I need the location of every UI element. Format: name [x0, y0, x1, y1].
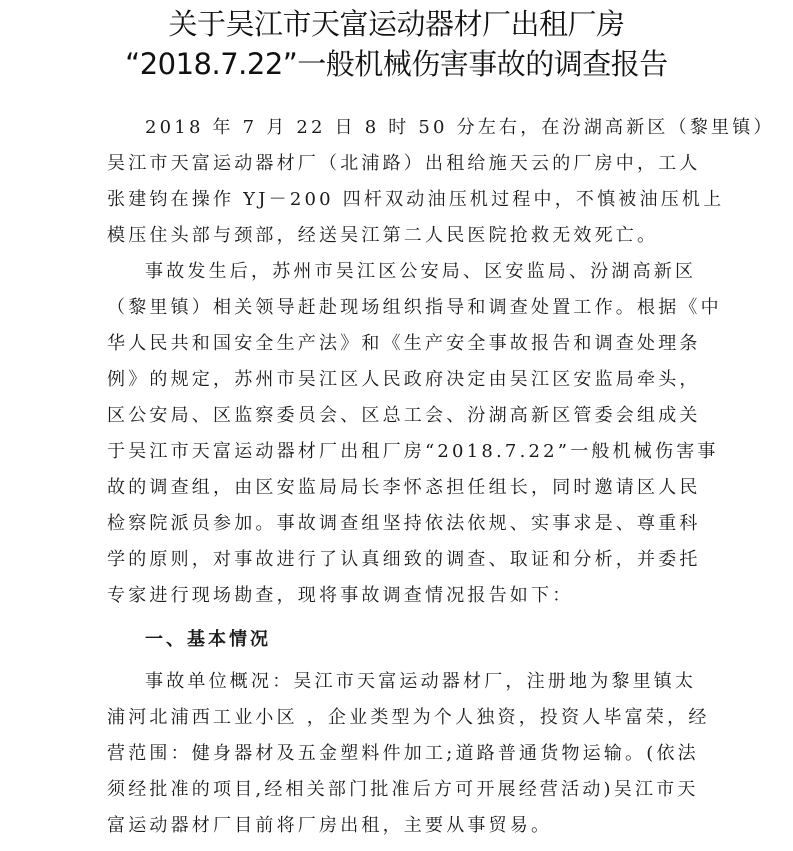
paragraph-2-line-4: 例》的规定，苏州市吴江区人民政府决定由吴江区安监局牵头，	[107, 369, 701, 390]
paragraph-2-line-1: 事故发生后，苏州市吴江区公安局、区安监局、汾湖高新区	[145, 261, 697, 282]
paragraph-2-line-3: 华人民共和国安全生产法》和《生产安全事故报告和调查处理条	[107, 333, 701, 354]
paragraph-2-line-10: 专家进行现场勘查，现将事故调查情况报告如下：	[107, 585, 574, 606]
paragraph-2-line-6: 于吴江市天富运动器材厂出租厂房“2018.7.22”一般机械伤害事	[107, 441, 719, 462]
document-title-line-1: 关于吴江市天富运动器材厂出租厂房	[168, 7, 625, 41]
section-paragraph-line-4: 须经批准的项目,经相关部门批准后方可开展经营活动)吴江市天	[107, 779, 699, 800]
paragraph-1-line-1: 2018 年 7 月 22 日 8 时 50 分左右，在汾湖高新区（黎里镇）	[145, 117, 775, 138]
paragraph-1-line-2: 吴江市天富运动器材厂（北浦路）出租给施天云的厂房中，工人	[107, 153, 701, 174]
section-paragraph-line-1: 事故单位概况：吴江市天富运动器材厂，注册地为黎里镇太	[145, 671, 697, 692]
paragraph-1-line-4: 模压住头部与颈部，经送吴江第二人民医院抢救无效死亡。	[107, 225, 659, 246]
paragraph-2-line-7: 故的调查组，由区安监局局长李怀忞担任组长，同时邀请区人民	[107, 477, 701, 498]
paragraph-1-line-3: 张建钧在操作 YJ－200 四杆双动油压机过程中，不慎被油压机上	[107, 189, 725, 210]
paragraph-2-line-9: 学的原则，对事故进行了认真细致的调查、取证和分析，并委托	[107, 549, 701, 570]
section-paragraph-line-5: 富运动器材厂目前将厂房出租，主要从事贸易。	[107, 815, 553, 836]
document-title-line-2: “2018.7.22”一般机械伤害事故的调查报告	[125, 47, 668, 81]
section-paragraph-line-3: 营范围：健身器材及五金塑料件加工;道路普通货物运输。(依法	[107, 743, 699, 764]
section-paragraph-line-2: 浦河北浦西工业小区 ，企业类型为个人独资，投资人毕富荣，经	[107, 707, 710, 728]
paragraph-2-line-8: 检察院派员参加。事故调查组坚持依法依规、实事求是、尊重科	[107, 513, 701, 534]
section-heading-basic-info: 一、基本情况	[145, 629, 271, 650]
paragraph-2-line-5: 区公安局、区监察委员会、区总工会、汾湖高新区管委会组成关	[107, 405, 701, 426]
paragraph-2-line-2: （黎里镇）相关领导赶赴现场组织指导和调查处置工作。根据《中	[107, 297, 722, 318]
